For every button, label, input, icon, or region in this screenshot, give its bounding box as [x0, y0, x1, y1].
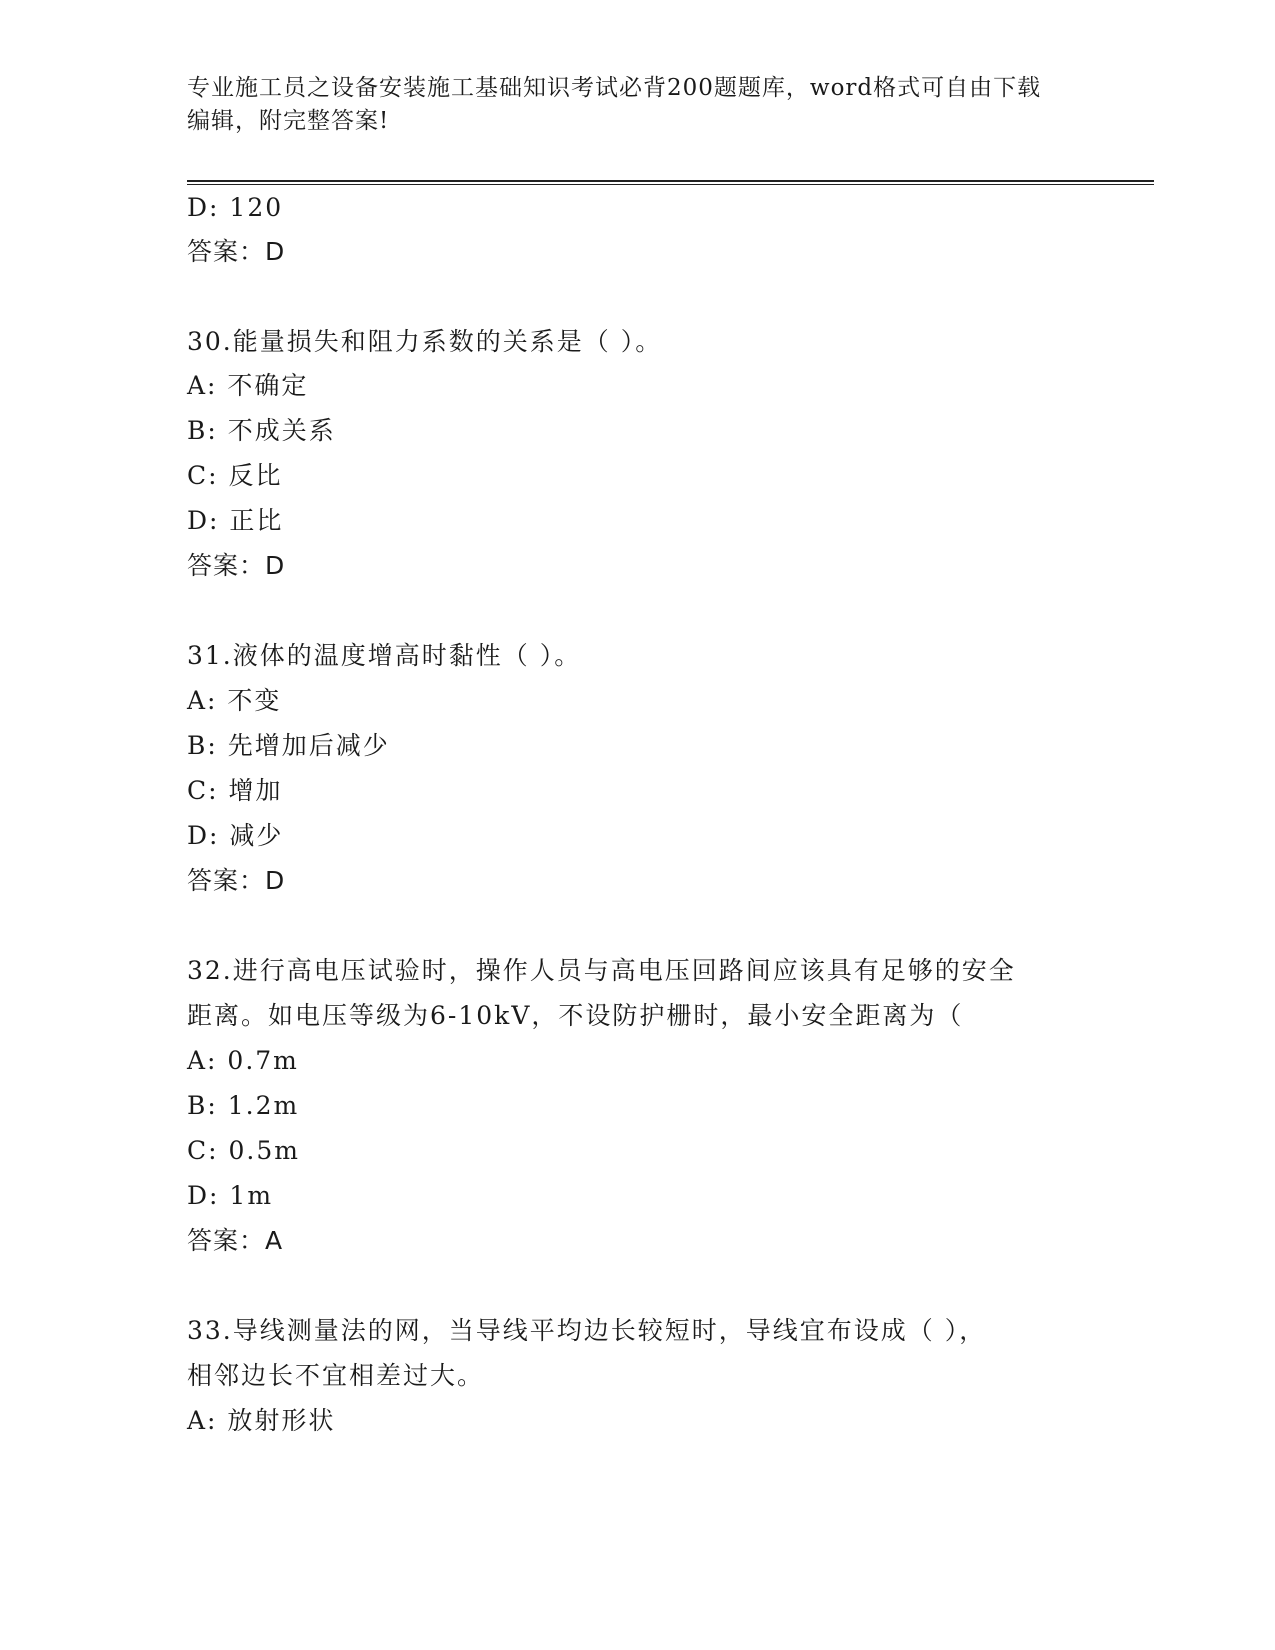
q31-question: 31.液体的温度增高时黏性（ ）。 [187, 641, 582, 670]
q31-answer: 答案：D [187, 866, 286, 895]
q31-option-b: B: 先增加后减少 [187, 731, 390, 760]
document-header [187, 72, 1087, 138]
header-line-2: 编辑，附完整答案! [187, 108, 390, 134]
q32-option-b: B: 1.2m [187, 1091, 300, 1120]
q33-question-line-2: 相邻边长不宜相差过大。 [187, 1361, 485, 1390]
q32-question-line-1: 32.进行高电压试验时，操作人员与高电压回路间应该具有足够的安全 [187, 956, 1016, 985]
q32-question-line-2: 距离。如电压等级为6-10kV，不设防护栅时，最小安全距离为（ [187, 1001, 964, 1030]
q30-question: 30.能量损失和阻力系数的关系是（ ）。 [187, 327, 663, 356]
q30-option-c: C: 反比 [187, 461, 283, 490]
q32-answer: 答案：A [187, 1226, 284, 1255]
q33-question-line-1: 33.导线测量法的网，当导线平均边长较短时，导线宜布设成（ ）， [187, 1316, 987, 1345]
q33-option-a: A: 放射形状 [187, 1406, 336, 1435]
q30-answer: 答案：D [187, 551, 286, 580]
q30-option-b: B: 不成关系 [187, 416, 336, 445]
q32-option-d: D: 1m [187, 1181, 274, 1210]
q31-option-c: C: 增加 [187, 776, 283, 805]
q31-option-a: A: 不变 [187, 686, 282, 715]
q32-option-a: A: 0.7m [187, 1046, 299, 1075]
header-line-1: 专业施工员之设备安装施工基础知识考试必背200题题库，word格式可自由下载 [187, 75, 1042, 101]
header-divider-thin [187, 184, 1154, 185]
prev-option-d: D: 120 [187, 193, 284, 222]
q31-option-d: D: 减少 [187, 821, 284, 850]
prev-answer: 答案：D [187, 237, 286, 266]
header-divider-thick [187, 180, 1154, 182]
q32-option-c: C: 0.5m [187, 1136, 300, 1165]
q30-option-d: D: 正比 [187, 506, 284, 535]
q30-option-a: A: 不确定 [187, 371, 309, 400]
